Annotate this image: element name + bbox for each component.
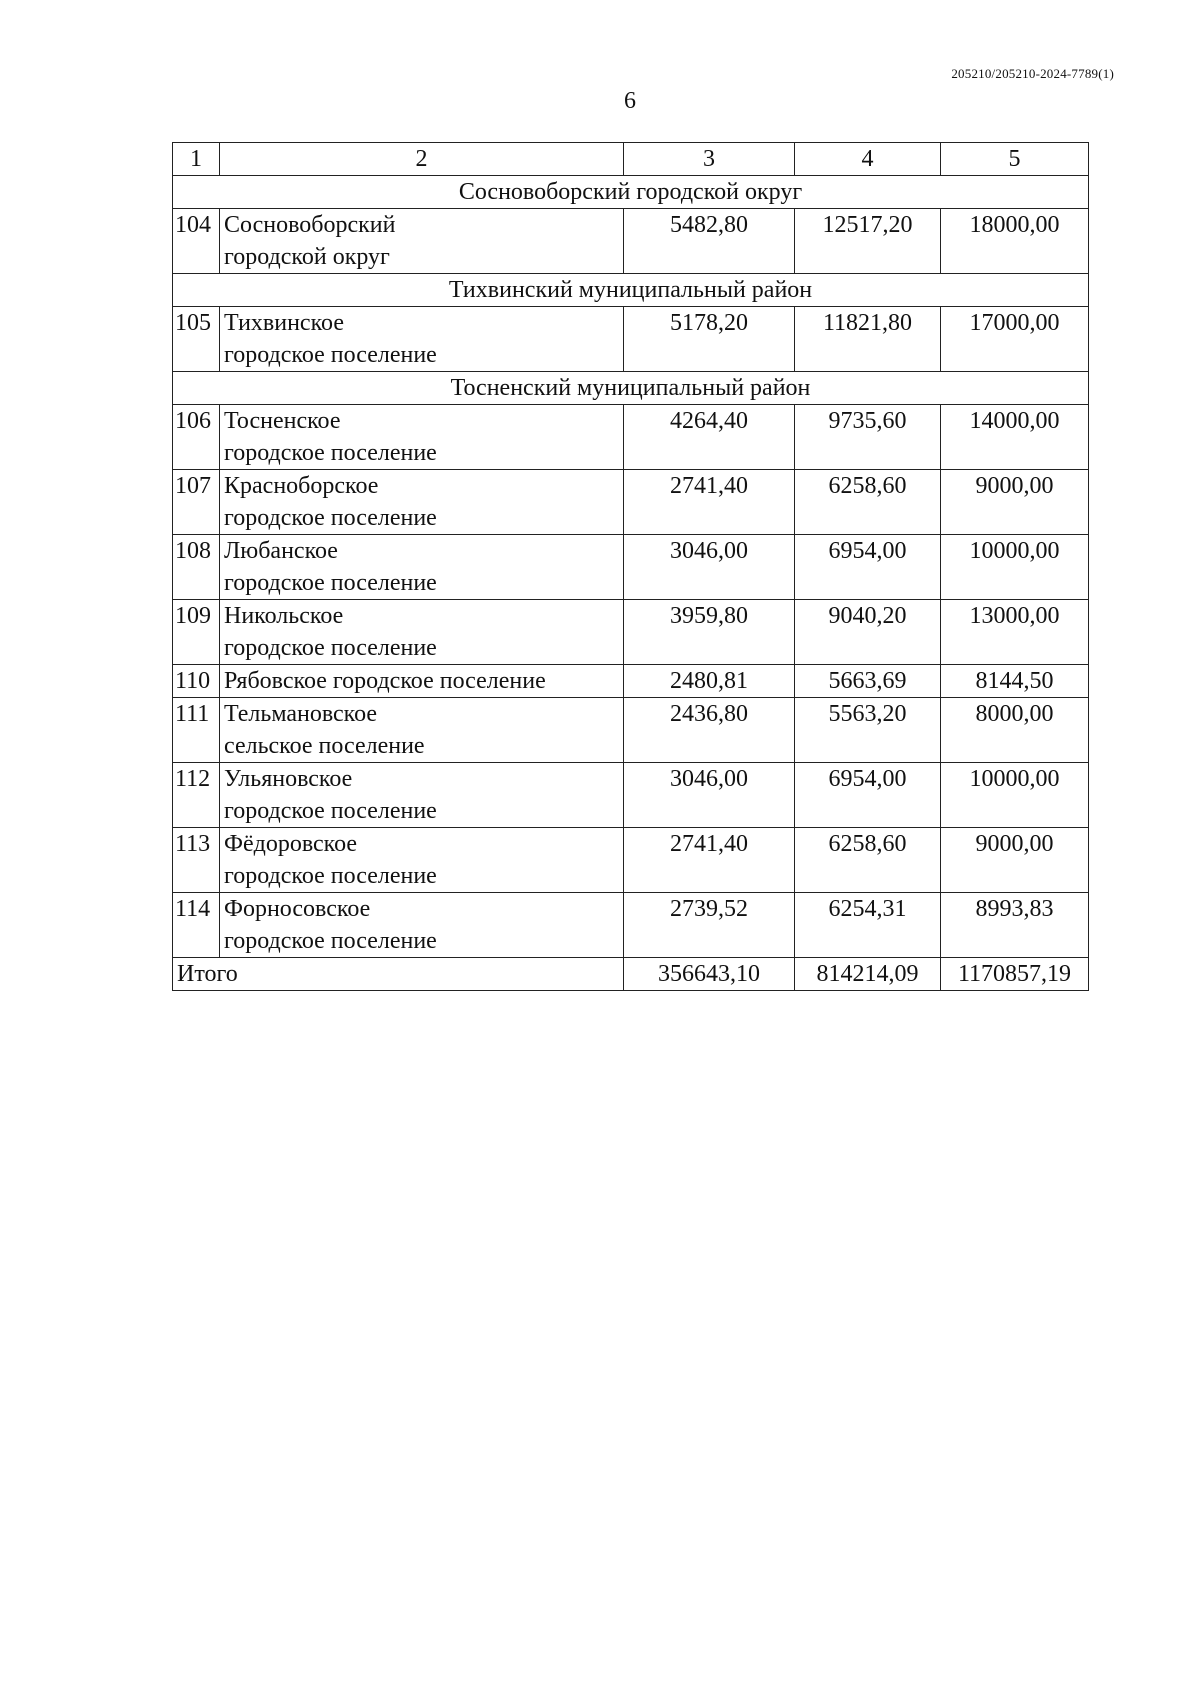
value-col4: 5663,69: [795, 665, 941, 698]
value-col3: 3046,00: [624, 535, 795, 600]
row-number: 105: [173, 307, 220, 372]
municipality-name-line1: Фёдоровское: [224, 831, 358, 857]
row-number: 104: [173, 209, 220, 274]
municipality-name-line1: Любанское: [224, 538, 338, 564]
table-row: [173, 535, 1089, 600]
value-col4: 5563,20: [795, 698, 941, 763]
municipality-name-line1: Тихвинское: [224, 310, 344, 336]
municipality-name-line2: городское поселение: [224, 440, 437, 466]
value-col3: 2741,40: [624, 828, 795, 893]
section-title: Тихвинский муниципальный район: [173, 274, 1089, 307]
value-col5: 8144,50: [941, 665, 1089, 698]
value-col5: 13000,00: [941, 600, 1089, 665]
value-col4: 6254,31: [795, 893, 941, 958]
total-col5: 1170857,19: [941, 958, 1089, 991]
municipality-name-line1: Тосненское: [224, 408, 341, 434]
row-number: 107: [173, 470, 220, 535]
municipality-name-line2: городское поселение: [224, 798, 437, 824]
municipality-name-line2: городское поселение: [224, 863, 437, 889]
municipality-name: [220, 535, 624, 600]
municipality-name-line1: Красноборское: [224, 473, 379, 499]
value-col4: 6258,60: [795, 828, 941, 893]
table-header-row: [173, 143, 1089, 176]
value-col3: 2739,52: [624, 893, 795, 958]
value-col3: 4264,40: [624, 405, 795, 470]
header-cell: 3: [624, 143, 795, 176]
value-col3: 2436,80: [624, 698, 795, 763]
municipality-name-line2: городской округ: [224, 244, 390, 270]
municipality-name-line1: Никольское: [224, 603, 344, 629]
page-number: 6: [624, 88, 636, 114]
municipality-name-line2: городское поселение: [224, 342, 437, 368]
header-cell: 4: [795, 143, 941, 176]
section-row: [173, 372, 1089, 405]
total-row: [173, 958, 1089, 991]
value-col4: 6954,00: [795, 535, 941, 600]
section-row: [173, 176, 1089, 209]
municipality-name-line1: Ульяновское: [224, 766, 353, 792]
value-col4: 6258,60: [795, 470, 941, 535]
municipality-name: [220, 698, 624, 763]
row-number: 114: [173, 893, 220, 958]
municipality-name-line2: городское поселение: [224, 928, 437, 954]
municipality-name: [220, 470, 624, 535]
value-col5: 9000,00: [941, 470, 1089, 535]
table-row: [173, 209, 1089, 274]
municipality-name-line1: Рябовское городское поселение: [224, 668, 546, 694]
municipality-name-line1: Форносовское: [224, 896, 371, 922]
value-col5: 18000,00: [941, 209, 1089, 274]
municipality-name: [220, 209, 624, 274]
municipality-name-line1: Сосновоборский: [224, 212, 396, 238]
section-title: Сосновоборский городской округ: [173, 176, 1089, 209]
value-col4: 11821,80: [795, 307, 941, 372]
value-col5: 8993,83: [941, 893, 1089, 958]
value-col3: 5178,20: [624, 307, 795, 372]
table-row: [173, 665, 1089, 698]
municipality-name: [220, 307, 624, 372]
row-number: 113: [173, 828, 220, 893]
municipality-name: [220, 665, 624, 698]
row-number: 112: [173, 763, 220, 828]
value-col4: 9040,20: [795, 600, 941, 665]
value-col4: 9735,60: [795, 405, 941, 470]
total-label: Итого: [173, 958, 624, 991]
value-col4: 6954,00: [795, 763, 941, 828]
row-number: 109: [173, 600, 220, 665]
value-col5: 8000,00: [941, 698, 1089, 763]
municipality-name-line2: сельское поселение: [224, 733, 425, 759]
table-row: [173, 763, 1089, 828]
municipality-name-line2: городское поселение: [224, 505, 437, 531]
table-row: [173, 307, 1089, 372]
municipality-name: [220, 600, 624, 665]
document-id: 205210/205210-2024-7789(1): [951, 66, 1114, 81]
table-row: [173, 405, 1089, 470]
header-cell: 2: [220, 143, 624, 176]
table-row: [173, 600, 1089, 665]
value-col5: 9000,00: [941, 828, 1089, 893]
value-col3: 5482,80: [624, 209, 795, 274]
value-col5: 17000,00: [941, 307, 1089, 372]
total-col3: 356643,10: [624, 958, 795, 991]
value-col3: 3959,80: [624, 600, 795, 665]
section-row: [173, 274, 1089, 307]
table-row: [173, 470, 1089, 535]
row-number: 110: [173, 665, 220, 698]
value-col5: 10000,00: [941, 535, 1089, 600]
value-col3: 2480,81: [624, 665, 795, 698]
municipality-name: [220, 893, 624, 958]
value-col5: 14000,00: [941, 405, 1089, 470]
total-col4: 814214,09: [795, 958, 941, 991]
municipality-name: [220, 763, 624, 828]
value-col3: 2741,40: [624, 470, 795, 535]
municipality-name-line2: городское поселение: [224, 635, 437, 661]
table-body: [173, 143, 1089, 991]
row-number: 111: [173, 698, 220, 763]
header-cell: 5: [941, 143, 1089, 176]
allocation-table: [172, 142, 1089, 991]
value-col3: 3046,00: [624, 763, 795, 828]
header-cell: 1: [173, 143, 220, 176]
row-number: 108: [173, 535, 220, 600]
table-row: [173, 893, 1089, 958]
municipality-name: [220, 405, 624, 470]
municipality-name-line1: Тельмановское: [224, 701, 378, 727]
municipality-name-line2: городское поселение: [224, 570, 437, 596]
section-title: Тосненский муниципальный район: [173, 372, 1089, 405]
table-row: [173, 828, 1089, 893]
value-col4: 12517,20: [795, 209, 941, 274]
table-row: [173, 698, 1089, 763]
row-number: 106: [173, 405, 220, 470]
municipality-name: [220, 828, 624, 893]
value-col5: 10000,00: [941, 763, 1089, 828]
